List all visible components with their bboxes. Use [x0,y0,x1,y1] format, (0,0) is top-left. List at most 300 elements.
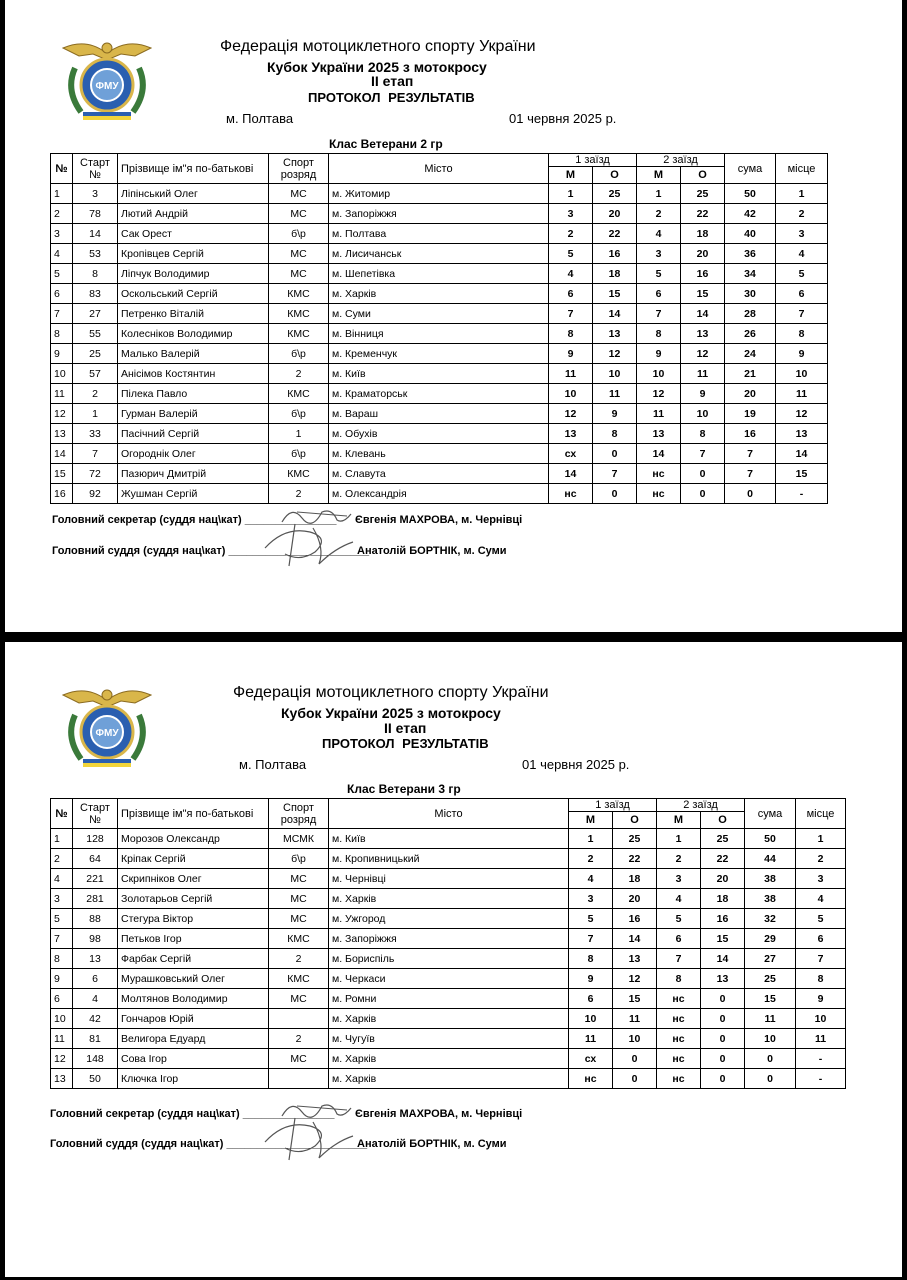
race2-points-cell: 11 [681,364,725,384]
race1-points-cell: 10 [593,364,637,384]
race1-points-cell: 15 [613,989,657,1009]
stage-title: ІІ етап [371,73,414,89]
race1-place-cell: сх [549,444,593,464]
sport-rank-cell [269,1069,329,1089]
start-no-cell: 55 [73,324,118,344]
race2-points-cell: 13 [681,324,725,344]
sport-rank-cell: КМС [269,284,329,304]
start-no-cell: 33 [73,424,118,444]
stage-title: ІІ етап [384,720,427,736]
race1-place-cell: сх [569,1049,613,1069]
race1-points-cell: 16 [593,244,637,264]
row-no-cell: 2 [51,204,73,224]
final-place-cell: 2 [796,849,846,869]
race2-place-cell: 9 [637,344,681,364]
start-no-cell: 72 [73,464,118,484]
total-points-cell: 32 [745,909,796,929]
rider-name-cell: Малько Валерій [118,344,269,364]
col-header-sum: сума [745,799,796,829]
cup-title: Кубок України 2025 з мотокросу [281,705,501,721]
race2-place-cell: 12 [637,384,681,404]
total-points-cell: 0 [725,484,776,504]
rider-city-cell: м. Черкаси [329,969,569,989]
table-row [51,464,828,484]
rider-city-cell: м. Кременчук [329,344,549,364]
race1-points-cell: 0 [593,444,637,464]
rider-name-cell: Жушман Сергій [118,484,269,504]
race1-points-cell: 25 [593,184,637,204]
row-no-cell: 3 [51,889,73,909]
table-row [51,304,828,324]
race1-place-cell: нс [549,484,593,504]
secretary-label: Головний секретар (суддя нац\кат) _______________ [52,514,337,526]
table-row [51,264,828,284]
race1-points-cell: 13 [613,949,657,969]
rider-city-cell: м. Ужгород [329,909,569,929]
total-points-cell: 16 [725,424,776,444]
race2-place-cell: 2 [657,849,701,869]
final-place-cell: 3 [796,869,846,889]
race2-points-cell: 14 [701,949,745,969]
total-points-cell: 38 [745,889,796,909]
race2-place-cell: 7 [657,949,701,969]
table-row [51,1049,846,1069]
total-points-cell: 25 [745,969,796,989]
total-points-cell: 30 [725,284,776,304]
table-row [51,244,828,264]
judge-signature-icon [255,1112,360,1164]
rider-city-cell: м. Житомир [329,184,549,204]
table-row [51,284,828,304]
sport-rank-cell: б\р [269,224,329,244]
table-row [51,1029,846,1049]
start-no-cell: 53 [73,244,118,264]
race1-place-cell: 3 [549,204,593,224]
race2-place-cell: нс [637,484,681,504]
row-no-cell: 7 [51,929,73,949]
race2-place-cell: нс [657,989,701,1009]
col-header-name: Прізвище ім"я по-батькові [118,799,269,829]
table-row [51,949,846,969]
race2-points-cell: 18 [681,224,725,244]
table-row [51,829,846,849]
col-header-race2-m: М [657,812,701,829]
total-points-cell: 20 [725,384,776,404]
rider-name-cell: Ліпчук Володимир [118,264,269,284]
race2-place-cell: 11 [637,404,681,424]
race2-points-cell: 22 [701,849,745,869]
race2-points-cell: 10 [681,404,725,424]
row-no-cell: 6 [51,284,73,304]
row-no-cell: 1 [51,829,73,849]
row-no-cell: 10 [51,1009,73,1029]
row-no-cell: 3 [51,224,73,244]
federation-title: Федерація мотоциклетного спорту України [220,38,536,55]
rider-city-cell: м. Обухів [329,424,549,444]
start-no-cell: 42 [73,1009,118,1029]
total-points-cell: 40 [725,224,776,244]
col-header-race2-o: О [701,812,745,829]
final-place-cell: 1 [796,829,846,849]
rider-name-cell: Ліпінський Олег [118,184,269,204]
race1-points-cell: 9 [593,404,637,424]
final-place-cell: - [796,1069,846,1089]
col-header-race1-m: М [549,167,593,184]
rider-name-cell: Петренко Віталій [118,304,269,324]
total-points-cell: 27 [745,949,796,969]
race1-place-cell: 7 [549,304,593,324]
rider-city-cell: м. Чугуїв [329,1029,569,1049]
race2-points-cell: 0 [681,464,725,484]
race1-points-cell: 0 [613,1049,657,1069]
total-points-cell: 29 [745,929,796,949]
race2-place-cell: 13 [637,424,681,444]
sport-rank-cell: МС [269,244,329,264]
sport-rank-cell: МС [269,264,329,284]
race1-points-cell: 14 [613,929,657,949]
total-points-cell: 50 [725,184,776,204]
start-no-cell: 3 [73,184,118,204]
table-row [51,1069,846,1089]
total-points-cell: 42 [725,204,776,224]
table-row [51,969,846,989]
sport-rank-cell: МС [269,889,329,909]
row-no-cell: 13 [51,424,73,444]
race2-place-cell: 1 [637,184,681,204]
race1-points-cell: 0 [593,484,637,504]
race2-points-cell: 0 [701,1009,745,1029]
race2-place-cell: 6 [657,929,701,949]
rider-name-cell: Гурман Валерій [118,404,269,424]
rider-city-cell: м. Харків [329,284,549,304]
sport-rank-cell: КМС [269,304,329,324]
event-city: м. Полтава [226,111,294,126]
col-header-race2-o: О [681,167,725,184]
race2-place-cell: нс [657,1029,701,1049]
start-no-cell: 27 [73,304,118,324]
col-header-race2-m: М [637,167,681,184]
race2-place-cell: нс [657,1069,701,1089]
rider-name-cell: Оскольський Сергій [118,284,269,304]
race2-place-cell: 5 [637,264,681,284]
table-row [51,204,828,224]
col-header-rank: Спорт розряд [269,799,329,829]
rider-city-cell: м. Краматорськ [329,384,549,404]
table-row [51,889,846,909]
rider-city-cell: м. Харків [329,1009,569,1029]
start-no-cell: 148 [73,1049,118,1069]
row-no-cell: 9 [51,969,73,989]
rider-city-cell: м. Харків [329,889,569,909]
final-place-cell: 4 [776,244,828,264]
start-no-cell: 7 [73,444,118,464]
sport-rank-cell: КМС [269,324,329,344]
rider-city-cell: м. Чернівці [329,869,569,889]
protocol-sheet-2 [5,642,902,1277]
rider-city-cell: м. Вінниця [329,324,549,344]
race2-points-cell: 25 [681,184,725,204]
start-no-cell: 50 [73,1069,118,1089]
row-no-cell: 8 [51,324,73,344]
race2-place-cell: нс [637,464,681,484]
results-table-body [51,829,846,1089]
row-no-cell: 7 [51,304,73,324]
sport-rank-cell: 1 [269,424,329,444]
sport-rank-cell: КМС [269,929,329,949]
race2-points-cell: 18 [701,889,745,909]
table-row [51,224,828,244]
total-points-cell: 10 [745,1029,796,1049]
race1-place-cell: 10 [569,1009,613,1029]
race2-points-cell: 20 [701,869,745,889]
race1-place-cell: 11 [549,364,593,384]
row-no-cell: 11 [51,384,73,404]
race2-place-cell: 7 [637,304,681,324]
start-no-cell: 2 [73,384,118,404]
start-no-cell: 13 [73,949,118,969]
protocol-sheet-1 [5,0,902,632]
race2-points-cell: 9 [681,384,725,404]
rider-name-cell: Молтянов Володимир [118,989,269,1009]
rider-name-cell: Пасічний Сергій [118,424,269,444]
start-no-cell: 281 [73,889,118,909]
race1-place-cell: 12 [549,404,593,424]
rider-name-cell: Ключка Ігор [118,1069,269,1089]
race2-points-cell: 8 [681,424,725,444]
final-place-cell: 13 [776,424,828,444]
row-no-cell: 11 [51,1029,73,1049]
race2-points-cell: 7 [681,444,725,464]
rider-name-cell: Мурашковський Олег [118,969,269,989]
rider-name-cell: Кропівцев Сергій [118,244,269,264]
sport-rank-cell: МС [269,184,329,204]
start-no-cell: 4 [73,989,118,1009]
rider-city-cell: м. Ромни [329,989,569,1009]
race1-points-cell: 7 [593,464,637,484]
table-row [51,849,846,869]
rider-city-cell: м. Клевань [329,444,549,464]
rider-city-cell: м. Олександрія [329,484,549,504]
rider-name-cell: Пілека Павло [118,384,269,404]
judge-label: Головний суддя (суддя нац\кат) _______________________ [52,545,370,557]
sport-rank-cell: б\р [269,344,329,364]
race1-place-cell: 8 [569,949,613,969]
race1-points-cell: 15 [593,284,637,304]
race2-place-cell: 8 [637,324,681,344]
rider-name-cell: Пазюрич Дмитрій [118,464,269,484]
col-header-no: № [51,799,73,829]
federation-emblem-icon [61,685,153,771]
sport-rank-cell: 2 [269,484,329,504]
sport-rank-cell: 2 [269,1029,329,1049]
race2-place-cell: нс [657,1049,701,1069]
results-table-body [51,184,828,504]
table-row [51,484,828,504]
final-place-cell: 15 [776,464,828,484]
sport-rank-cell: КМС [269,464,329,484]
table-row [51,1009,846,1029]
start-no-cell: 92 [73,484,118,504]
final-place-cell: 5 [796,909,846,929]
race1-points-cell: 22 [593,224,637,244]
col-header-place: місце [776,154,828,184]
race2-points-cell: 16 [681,264,725,284]
total-points-cell: 7 [725,464,776,484]
race2-place-cell: 14 [637,444,681,464]
rider-city-cell: м. Київ [329,829,569,849]
sport-rank-cell: б\р [269,849,329,869]
race2-place-cell: нс [657,1009,701,1029]
class-title: Клас Ветерани 2 гр [329,137,443,151]
sport-rank-cell [269,1009,329,1029]
row-no-cell: 2 [51,849,73,869]
table-row [51,424,828,444]
race1-place-cell: 11 [569,1029,613,1049]
rider-city-cell: м. Лисичанськ [329,244,549,264]
rider-name-cell: Золотарьов Сергій [118,889,269,909]
race1-place-cell: 4 [549,264,593,284]
total-points-cell: 0 [745,1069,796,1089]
row-no-cell: 6 [51,989,73,1009]
race1-place-cell: 2 [569,849,613,869]
secretary-name: Євгенія МАХРОВА, м. Чернівці [355,514,523,526]
race2-place-cell: 5 [657,909,701,929]
row-no-cell: 15 [51,464,73,484]
final-place-cell: 8 [796,969,846,989]
col-header-race2: 2 заїзд [637,154,725,167]
final-place-cell: - [796,1049,846,1069]
rider-city-cell: м. Запоріжжя [329,929,569,949]
race2-place-cell: 2 [637,204,681,224]
table-row [51,344,828,364]
table-row [51,384,828,404]
race2-points-cell: 15 [681,284,725,304]
race2-place-cell: 4 [637,224,681,244]
col-header-race1-m: М [569,812,613,829]
total-points-cell: 7 [725,444,776,464]
race1-points-cell: 12 [593,344,637,364]
row-no-cell: 12 [51,404,73,424]
table-row [51,869,846,889]
cup-title: Кубок України 2025 з мотокросу [267,59,487,75]
final-place-cell: 6 [796,929,846,949]
race2-points-cell: 20 [681,244,725,264]
race1-place-cell: 13 [549,424,593,444]
table-row [51,404,828,424]
sport-rank-cell: КМС [269,969,329,989]
final-place-cell: 11 [776,384,828,404]
final-place-cell: 1 [776,184,828,204]
race1-place-cell: 3 [569,889,613,909]
start-no-cell: 128 [73,829,118,849]
race1-points-cell: 13 [593,324,637,344]
federation-emblem-icon [61,38,153,124]
row-no-cell: 9 [51,344,73,364]
final-place-cell: 12 [776,404,828,424]
start-no-cell: 81 [73,1029,118,1049]
row-no-cell: 12 [51,1049,73,1069]
race1-place-cell: 5 [549,244,593,264]
race2-points-cell: 0 [701,1029,745,1049]
col-header-sum: сума [725,154,776,184]
sport-rank-cell: 2 [269,949,329,969]
rider-city-cell: м. Харків [329,1049,569,1069]
sport-rank-cell: МС [269,204,329,224]
final-place-cell: 5 [776,264,828,284]
col-header-place: місце [796,799,846,829]
race2-points-cell: 12 [681,344,725,364]
race2-place-cell: 8 [657,969,701,989]
race1-points-cell: 20 [593,204,637,224]
race1-points-cell: 10 [613,1029,657,1049]
race1-place-cell: 1 [569,829,613,849]
sport-rank-cell: МС [269,1049,329,1069]
race1-place-cell: 6 [549,284,593,304]
event-date: 01 червня 2025 р. [522,757,630,772]
final-place-cell: 10 [796,1009,846,1029]
race1-points-cell: 25 [613,829,657,849]
results-table [50,153,828,504]
rider-city-cell: м. Кропивницький [329,849,569,869]
col-header-start: Старт № [73,154,118,184]
race2-points-cell: 15 [701,929,745,949]
table-row [51,989,846,1009]
judge-label: Головний суддя (суддя нац\кат) _______________________ [50,1138,368,1150]
race2-points-cell: 13 [701,969,745,989]
race1-points-cell: 18 [613,869,657,889]
rider-city-cell: м. Шепетівка [329,264,549,284]
race1-points-cell: 14 [593,304,637,324]
final-place-cell: 6 [776,284,828,304]
final-place-cell: 9 [796,989,846,1009]
final-place-cell: 7 [776,304,828,324]
col-header-race2: 2 заїзд [657,799,745,812]
rider-city-cell: м. Полтава [329,224,549,244]
rider-city-cell: м. Запоріжжя [329,204,549,224]
col-header-race1: 1 заїзд [549,154,637,167]
race2-place-cell: 3 [637,244,681,264]
event-date: 01 червня 2025 р. [509,111,617,126]
rider-city-cell: м. Суми [329,304,549,324]
race2-points-cell: 0 [701,1049,745,1069]
total-points-cell: 15 [745,989,796,1009]
rider-city-cell: м. Харків [329,1069,569,1089]
sport-rank-cell: КМС [269,384,329,404]
judge-name: Анатолій БОРТНІК, м. Суми [357,545,507,557]
judge-signature-icon [255,518,360,570]
total-points-cell: 11 [745,1009,796,1029]
race1-place-cell: 1 [549,184,593,204]
total-points-cell: 0 [745,1049,796,1069]
start-no-cell: 78 [73,204,118,224]
col-header-start: Старт № [73,799,118,829]
col-header-town: Місто [329,154,549,184]
start-no-cell: 221 [73,869,118,889]
start-no-cell: 57 [73,364,118,384]
start-no-cell: 88 [73,909,118,929]
final-place-cell: 8 [776,324,828,344]
race1-points-cell: 8 [593,424,637,444]
final-place-cell: 2 [776,204,828,224]
total-points-cell: 36 [725,244,776,264]
final-place-cell: 4 [796,889,846,909]
total-points-cell: 28 [725,304,776,324]
row-no-cell: 5 [51,909,73,929]
race2-place-cell: 1 [657,829,701,849]
race2-points-cell: 14 [681,304,725,324]
race1-place-cell: 7 [569,929,613,949]
race1-place-cell: 6 [569,989,613,1009]
